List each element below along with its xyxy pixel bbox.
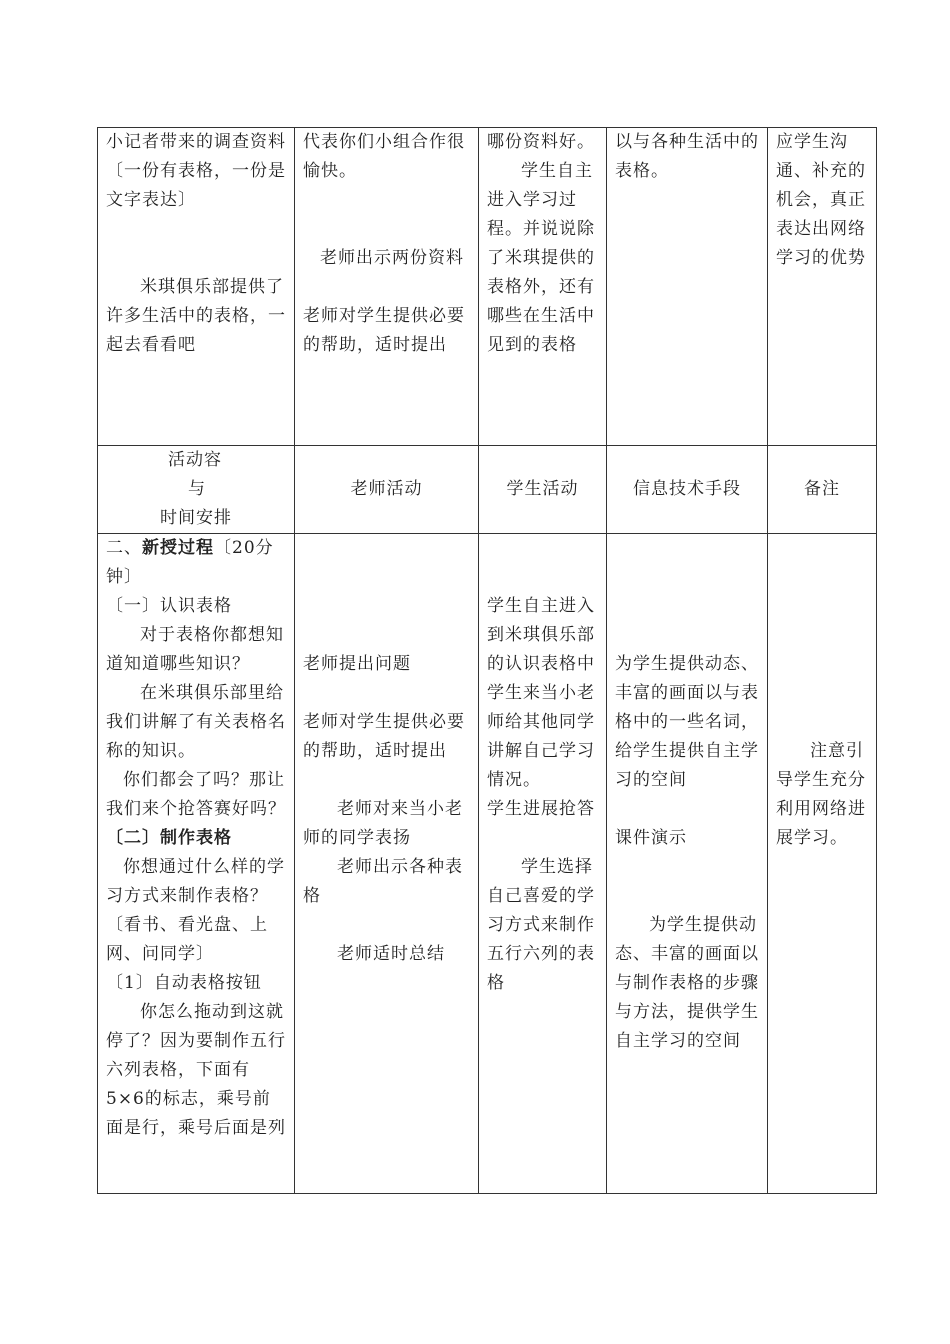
text-show-materials: 老师出示两份资料 <box>320 248 464 268</box>
cell-main-notes <box>768 534 877 1194</box>
header-line-2: 与 <box>188 479 206 499</box>
text-which-material: 哪份资料好。 <box>487 132 595 152</box>
text-drag-explain: 你怎么拖动到这就停了？因为要制作五行六列表格，下面有5×6的标志，乘号前面是行，乘号后面是列 <box>106 1002 286 1138</box>
header-notes: 备注 <box>768 446 877 534</box>
text-student-enter: 学生自主进入到米琪俱乐部的认识表格中 <box>487 596 595 674</box>
text-teacher-help: 老师对学生提供必要的帮助，适时提出 <box>303 306 465 355</box>
header-line-1: 活动容 <box>168 450 222 470</box>
header-it-means: 信息技术手段 <box>607 446 768 534</box>
text-question-knowledge: 对于表格你都想知道知道哪些知识？ <box>106 625 284 674</box>
text-life-tables: 以与各种生活中的表格。 <box>615 132 759 181</box>
header-line-3: 时间安排 <box>160 508 232 528</box>
text-teacher-help-2: 老师对学生提供必要的帮助，适时提出 <box>303 712 465 761</box>
text-notes-guide: 注意引导学生充分利用网络进展学习。 <box>776 741 866 848</box>
text-survey-materials: 小记者带来的调查资料〔一份有表格，一份是文字表达〕 <box>106 132 286 210</box>
text-it-dynamic-2: 为学生提供动态、丰富的画面以与制作表格的步骤与方法，提供学生自主学习的空间 <box>615 915 759 1051</box>
cell-notes <box>768 128 877 446</box>
lesson-plan-table <box>97 127 877 1194</box>
text-teacher-show-tables: 老师出示各种表格 <box>303 857 463 906</box>
text-learning-method: 你想通过什么样的学习方式来制作表格？〔看书、看光盘、上网、问同学〕 <box>106 857 285 964</box>
cell-main-student <box>479 534 607 1194</box>
cell-teacher-activity <box>295 128 479 446</box>
text-club-tables: 米琪俱乐部提供了许多生活中的表格，一起去看看吧 <box>106 277 286 355</box>
cell-main-it <box>607 534 768 1194</box>
cell-student-activity <box>479 128 607 446</box>
text-self-learning: 学生自主进入学习过程。并说说除了米琪提供的表格外，还有哪些在生活中见到的表格 <box>487 161 595 355</box>
subheading-auto-table-button: 〔1〕自动表格按钮 <box>106 973 262 993</box>
text-it-courseware: 课件演示 <box>615 828 687 848</box>
subheading-make-tables: 〔二〕制作表格 <box>106 828 232 848</box>
header-student-activity: 学生活动 <box>479 446 607 534</box>
cell-activity-content <box>98 128 295 446</box>
text-student-choose: 学生选择自己喜爱的学习方式来制作五行六列的表格 <box>487 857 595 993</box>
table-row-main <box>98 534 877 1194</box>
text-network-advantage: 应学生沟通、补充的机会，真正表达出网络学习的优势 <box>776 132 866 268</box>
text-club-explain: 在米琪俱乐部里给我们讲解了有关表格名称的知识。 <box>106 683 286 761</box>
section-heading: 二、新授过程〔20分钟〕 <box>106 538 274 587</box>
text-teacher-summary: 老师适时总结 <box>337 944 445 964</box>
cell-it-means <box>607 128 768 446</box>
cell-main-content <box>98 534 295 1194</box>
text-student-teach: 学生来当小老师给其他同学讲解自己学习情况。 <box>487 683 595 790</box>
cell-main-teacher <box>295 534 479 1194</box>
text-group-work: 代表你们小组合作很愉快。 <box>303 132 465 181</box>
text-student-quiz: 学生进展抢答 <box>487 799 595 819</box>
text-quiz: 你们都会了吗？那让我们来个抢答赛好吗？ <box>106 770 286 819</box>
table-header-row <box>98 446 877 534</box>
header-teacher-activity: 老师活动 <box>295 446 479 534</box>
text-teacher-question: 老师提出问题 <box>303 654 411 674</box>
text-it-dynamic-1: 为学生提供动态、丰富的画面以与表格中的一些名词，给学生提供自主学习的空间 <box>615 654 759 790</box>
text-teacher-praise: 老师对来当小老师的同学表扬 <box>303 799 463 848</box>
table-row-continuation <box>98 128 877 446</box>
header-activity-time <box>98 446 295 534</box>
subheading-recognize-tables: 〔一〕认识表格 <box>106 596 232 616</box>
